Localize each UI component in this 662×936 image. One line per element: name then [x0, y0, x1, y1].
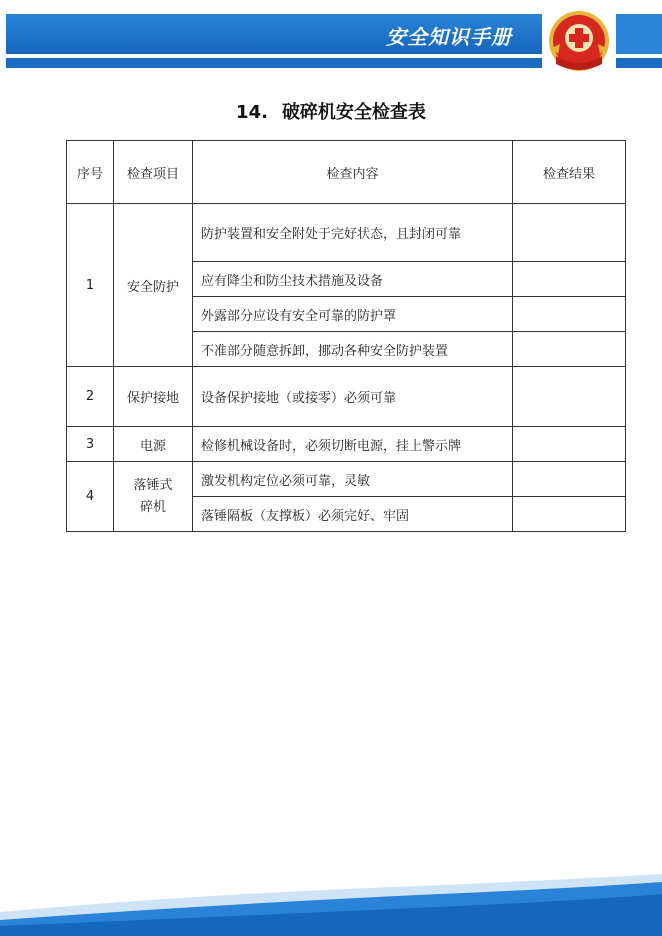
row-item-line2: 碎机 — [139, 499, 166, 515]
result-cell[interactable] — [513, 367, 626, 427]
footer-wave — [0, 860, 662, 936]
result-cell[interactable] — [513, 297, 626, 332]
table-header-row — [67, 141, 626, 204]
header-content: 检查内容 — [193, 141, 513, 204]
result-cell[interactable] — [513, 427, 626, 462]
row-no: 3 — [67, 427, 114, 462]
row-content: 不准部分随意拆卸，挪动各种安全防护装置 — [193, 332, 513, 367]
table-row — [67, 427, 626, 462]
table-row — [67, 204, 626, 262]
header-right-block — [616, 14, 662, 54]
row-item-line1: 落锤式 — [133, 477, 173, 493]
row-content: 落锤隔板（友撑板）必须完好、牢固 — [193, 497, 513, 532]
row-content: 应有降尘和防尘技术措施及设备 — [193, 262, 513, 297]
table-row — [67, 462, 626, 497]
header-title: 安全知识手册 — [386, 25, 512, 49]
page-number: 14. — [236, 102, 268, 123]
table-row — [67, 367, 626, 427]
header-no: 序号 — [67, 141, 114, 204]
row-content: 检修机械设备时，必须切断电源，挂上警示牌 — [193, 427, 513, 462]
row-no: 1 — [67, 204, 114, 367]
header-item: 检查项目 — [114, 141, 193, 204]
row-item: 电源 — [114, 427, 193, 462]
row-item — [114, 462, 193, 532]
result-cell[interactable] — [513, 332, 626, 367]
row-item: 保护接地 — [114, 367, 193, 427]
result-cell[interactable] — [513, 204, 626, 262]
row-content: 防护装置和安全附处于完好状态，且封闭可靠 — [193, 204, 513, 262]
safety-emblem-icon — [546, 8, 612, 74]
row-no: 2 — [67, 367, 114, 427]
row-content: 外露部分应设有安全可靠的防护罩 — [193, 297, 513, 332]
result-cell[interactable] — [513, 262, 626, 297]
row-content: 激发机构定位必须可靠，灵敏 — [193, 462, 513, 497]
result-cell[interactable] — [513, 497, 626, 532]
safety-check-table — [66, 140, 626, 532]
header-right-stripe — [616, 58, 662, 68]
header-result: 检查结果 — [513, 141, 626, 204]
header-banner — [6, 14, 542, 54]
page-title-text: 破碎机安全检查表 — [281, 102, 426, 123]
row-no: 4 — [67, 462, 114, 532]
header-stripe — [6, 58, 542, 68]
row-content: 设备保护接地（或接零）必须可靠 — [193, 367, 513, 427]
page-title — [0, 98, 662, 124]
row-item: 安全防护 — [114, 204, 193, 367]
result-cell[interactable] — [513, 462, 626, 497]
